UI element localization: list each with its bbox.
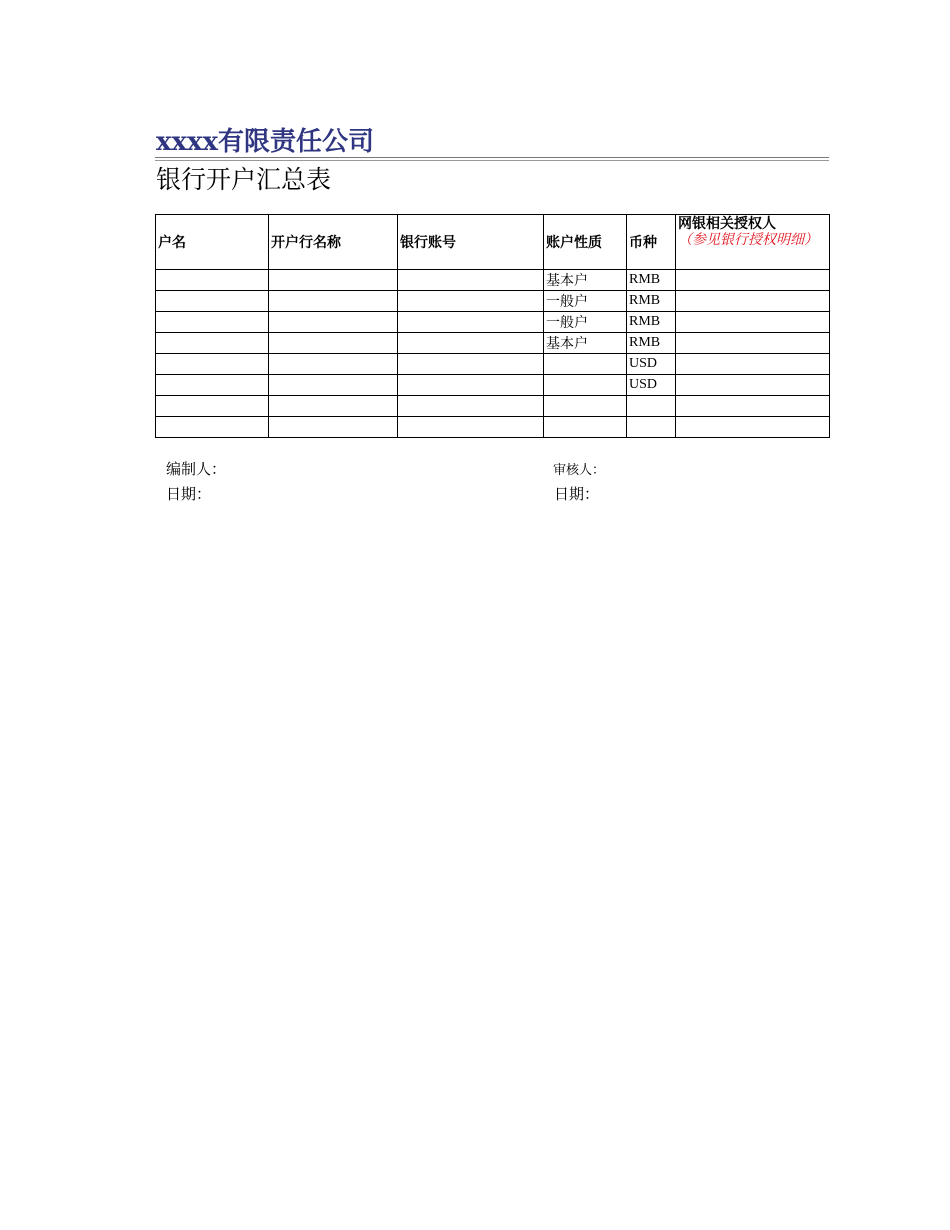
cell-currency: USD (627, 375, 676, 396)
preparer-label: 编制人： (166, 460, 227, 478)
table-row (156, 354, 830, 375)
cell-account-type (544, 396, 627, 417)
cell-account-number (398, 333, 544, 354)
table-row (156, 312, 830, 333)
cell-account-number (398, 375, 544, 396)
cell-bank-name (269, 291, 398, 312)
cell-bank-name (269, 270, 398, 291)
cell-account-name (156, 270, 269, 291)
reviewer-label: 审核人： (553, 463, 606, 478)
cell-bank-name (269, 354, 398, 375)
auth-column-label: 网银相关授权人 (678, 216, 776, 232)
company-name: xxxx有限责任公司 (156, 127, 375, 157)
cell-currency: RMB (627, 333, 676, 354)
cell-bank-name (269, 333, 398, 354)
document-title: 银行开户汇总表 (156, 165, 332, 194)
column-header-account-name: 户名 (156, 215, 269, 270)
cell-account-name (156, 396, 269, 417)
cell-account-type: 一般户 (544, 312, 627, 333)
cell-account-number (398, 312, 544, 333)
cell-account-type: 基本户 (544, 270, 627, 291)
column-header-account-type: 账户性质 (544, 215, 627, 270)
column-header-authorized-persons (676, 215, 830, 270)
cell-account-number (398, 270, 544, 291)
cell-account-number (398, 291, 544, 312)
cell-account-number (398, 354, 544, 375)
table-row (156, 375, 830, 396)
cell-bank-name (269, 396, 398, 417)
date-label-right: 日期： (554, 485, 600, 503)
date-label-left: 日期： (166, 485, 212, 503)
cell-bank-name (269, 312, 398, 333)
cell-account-type (544, 417, 627, 438)
cell-currency: RMB (627, 312, 676, 333)
cell-bank-name (269, 375, 398, 396)
cell-account-type: 一般户 (544, 291, 627, 312)
cell-authorized-persons (676, 354, 830, 375)
cell-bank-name (269, 417, 398, 438)
table-header-row (156, 215, 830, 270)
cell-authorized-persons (676, 333, 830, 354)
column-header-account-number: 银行账号 (398, 215, 544, 270)
cell-account-name (156, 354, 269, 375)
column-header-bank-name: 开户行名称 (269, 215, 398, 270)
table-row (156, 396, 830, 417)
header-divider-top (155, 157, 829, 158)
cell-authorized-persons (676, 291, 830, 312)
cell-account-type (544, 354, 627, 375)
cell-account-number (398, 396, 544, 417)
cell-authorized-persons (676, 375, 830, 396)
cell-account-name (156, 375, 269, 396)
auth-column-note: （参见银行授权明细） (678, 232, 818, 248)
cell-currency (627, 417, 676, 438)
table-row (156, 291, 830, 312)
header-divider-bottom (155, 160, 829, 161)
cell-account-number (398, 417, 544, 438)
cell-account-name (156, 417, 269, 438)
cell-account-name (156, 333, 269, 354)
cell-currency (627, 396, 676, 417)
column-header-currency: 币种 (627, 215, 676, 270)
cell-account-name (156, 291, 269, 312)
table-row (156, 333, 830, 354)
cell-authorized-persons (676, 270, 830, 291)
cell-currency: RMB (627, 291, 676, 312)
cell-account-type: 基本户 (544, 333, 627, 354)
cell-authorized-persons (676, 396, 830, 417)
bank-account-table (155, 214, 830, 438)
cell-authorized-persons (676, 417, 830, 438)
table-row (156, 270, 830, 291)
cell-currency: RMB (627, 270, 676, 291)
cell-account-name (156, 312, 269, 333)
cell-account-type (544, 375, 627, 396)
table-row (156, 417, 830, 438)
cell-authorized-persons (676, 312, 830, 333)
cell-currency: USD (627, 354, 676, 375)
